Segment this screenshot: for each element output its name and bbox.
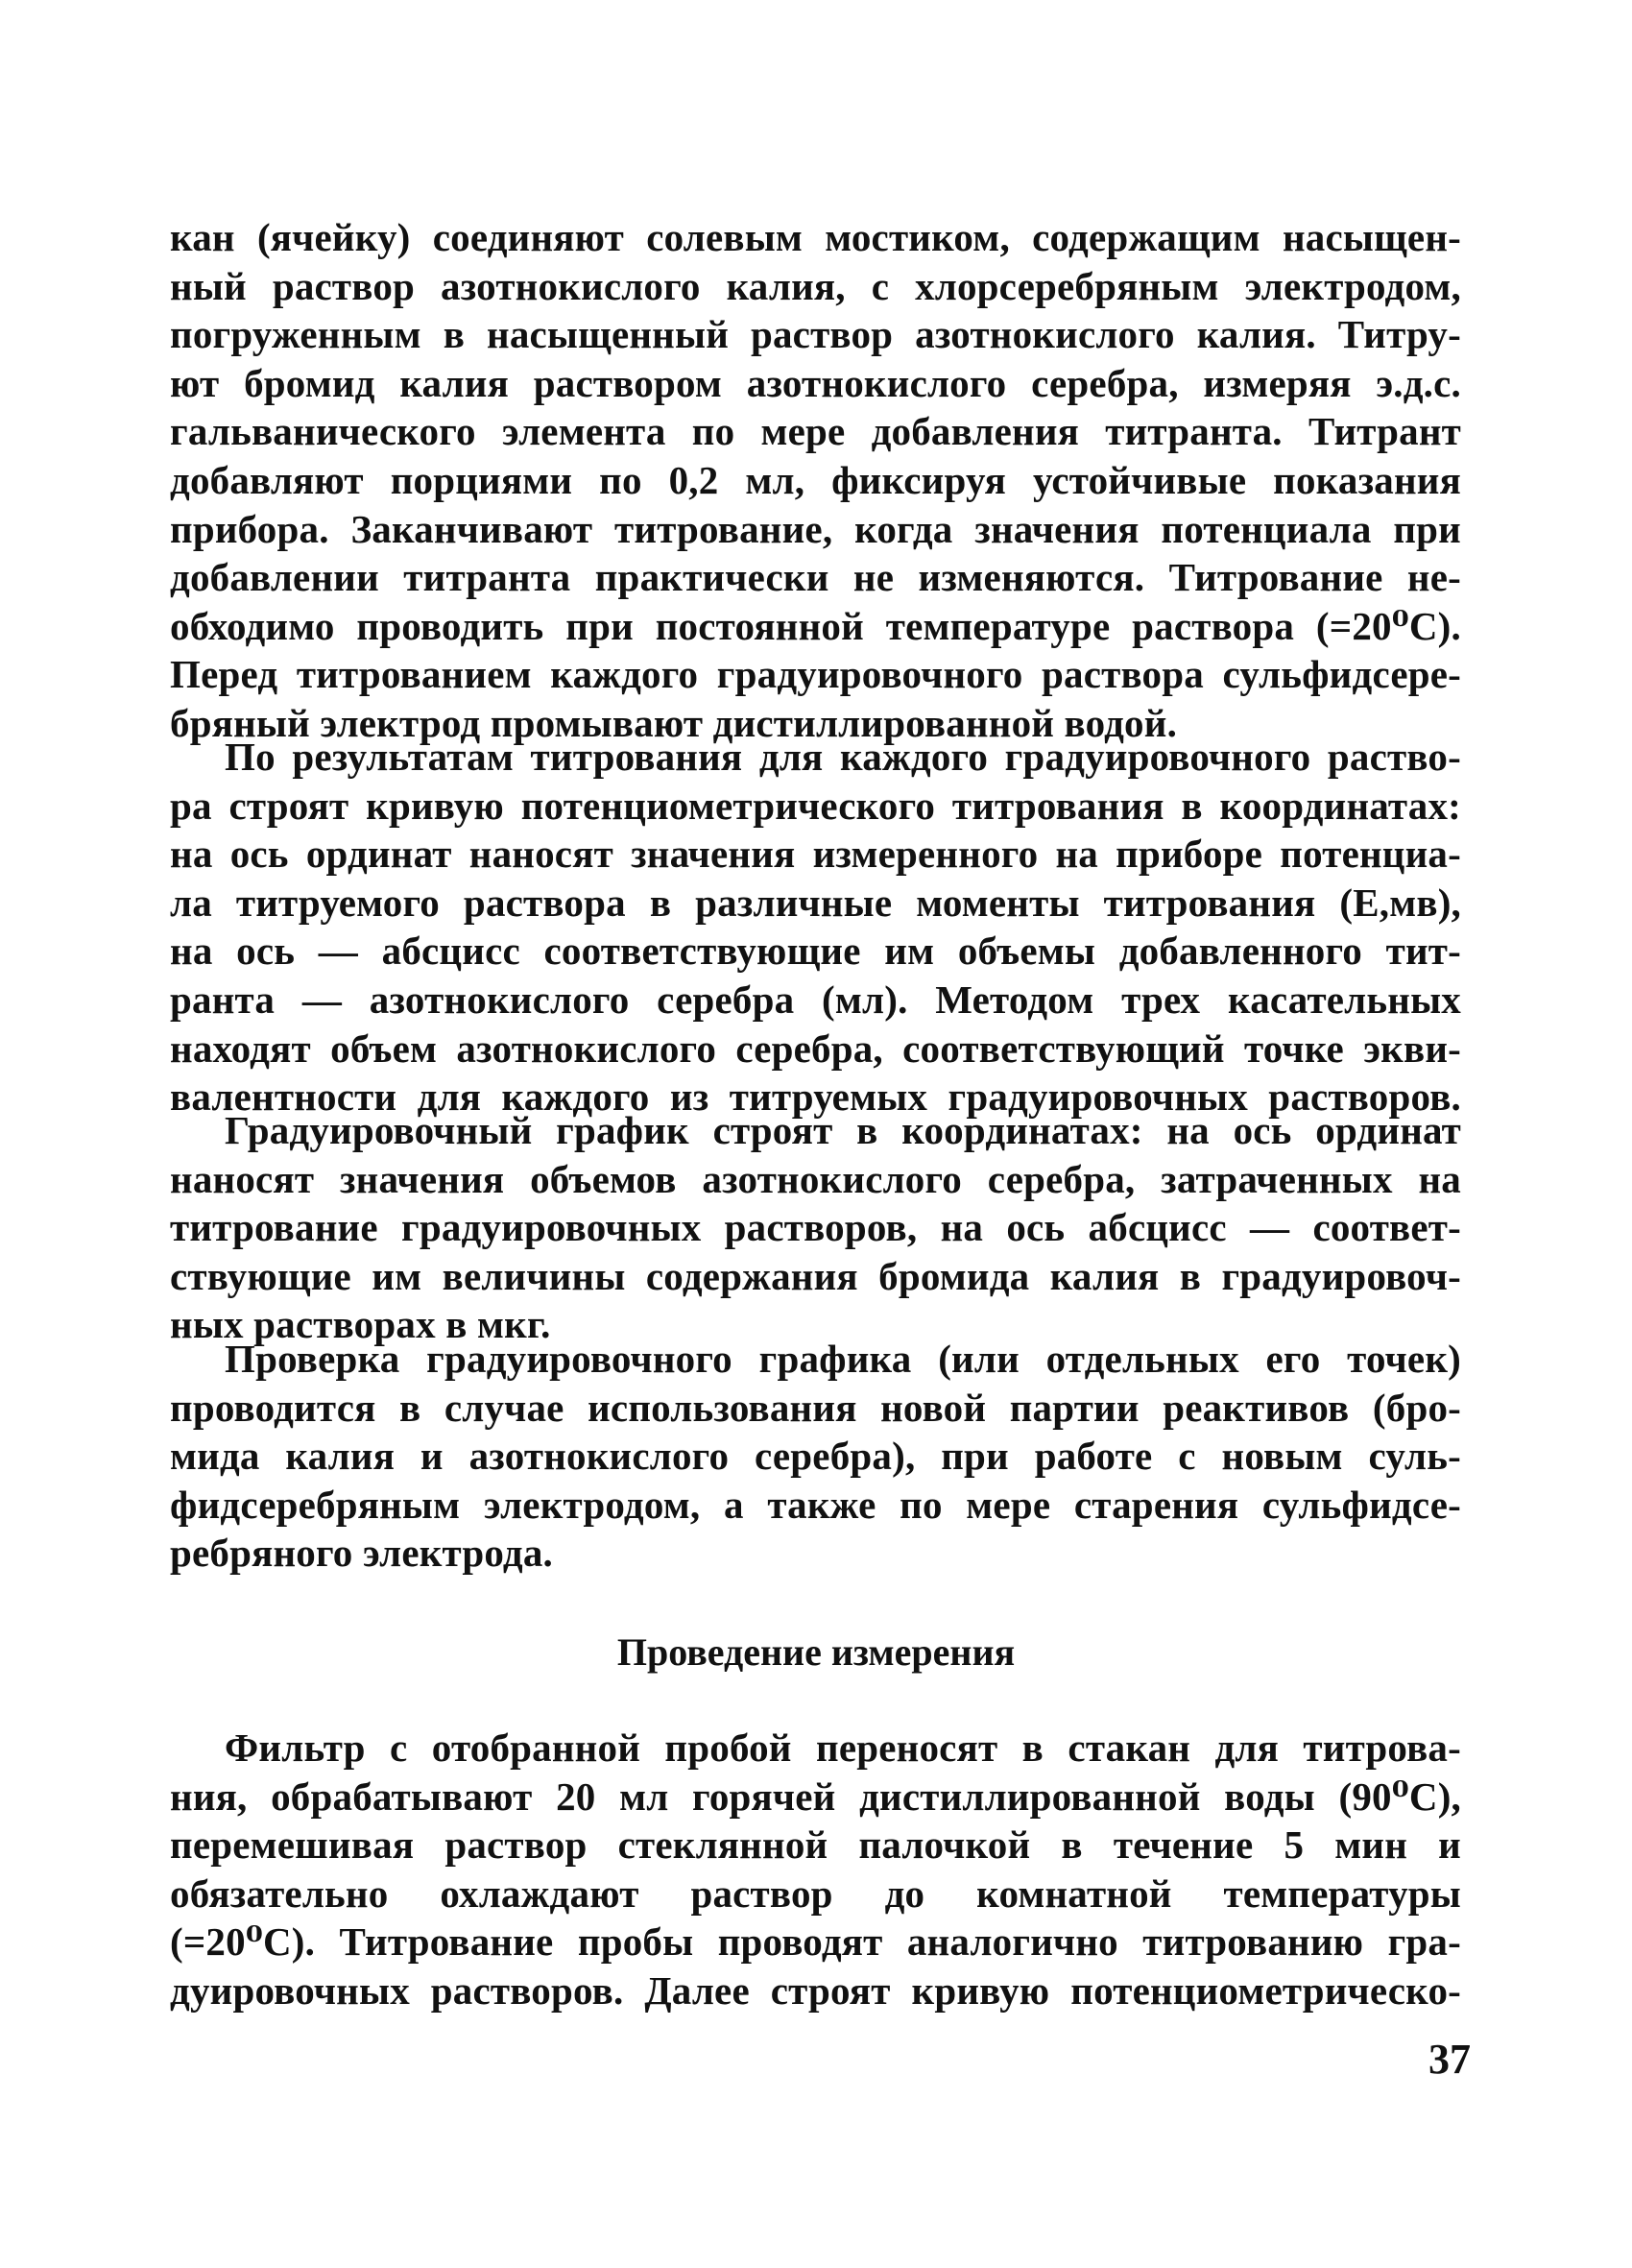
paragraph-measurement [170,1724,1461,2015]
text-line: Проверка градуировочного графика (или отдельных его точек) [225,1337,1461,1381]
text-line: ют бромид калия раствором азотнокислого серебра, измеряя э.д.с. [170,360,1461,405]
text-line: Перед титрованием каждого градуировочного раствора сульфидсере- [170,652,1461,697]
text-line: кан (ячейку) соединяют солевым мостиком, содержащим насыщен- [170,215,1461,259]
text-line: добавлении титранта практически не изменяются. Титрование не- [170,555,1461,600]
text-line: ла титруемого раствора в различные моменты титрования (Е,мв), [170,880,1461,925]
text-line: ствующие им величины содержания бромида калия в градуировоч- [170,1253,1461,1298]
text-line: добавляют порциями по 0,2 мл, фиксируя устойчивые показания [170,457,1461,502]
text-line: ных растворах в мкг. [170,1302,551,1347]
text-line: По результатам титрования для каждого градуировочного раство- [225,735,1461,779]
text-line: валентности для каждого из титруемых градуировочных растворов. [170,1074,1461,1120]
text-line: ранта — азотнокислого серебра (мл). Методом трех касательных [170,977,1461,1022]
text-line: титрование градуировочных растворов, на ось абсцисс — соответ- [170,1205,1461,1250]
text-line: гальванического элемента по мере добавления титранта. Титрант [170,409,1461,454]
text-line: мида калия и азотнокислого серебра), при работе с новым суль- [170,1434,1461,1479]
text-line: ный раствор азотнокислого калия, с хлорсеребряным электродом, [170,263,1461,308]
paragraph-continued [170,213,1461,748]
paragraph-calibration-graph [170,1106,1461,1349]
text-line: на ось ординат наносят значения измеренного на приборе потенциа- [170,832,1461,877]
text-line: Градуировочный график строят в координатах: на ось ординат [225,1108,1461,1152]
section-heading: Проведение измерения [616,1630,1016,1674]
text-line: ребряного электрода. [170,1531,554,1576]
text-line: проводится в случае использования новой партии реактивов (бро- [170,1385,1461,1430]
text-line: прибора. Заканчивают титрование, когда значения потенциала при [170,506,1461,551]
text-line: обязательно охлаждают раствор до комнатной температуры [170,1870,1461,1916]
text-line: наносят значения объемов азотнокислого серебра, затраченных на [170,1156,1461,1201]
text-line: перемешивая раствор стеклянной палочкой в течение 5 мин и [170,1822,1461,1868]
text-line: погруженным в насыщенный раствор азотнокислого калия. Титру- [170,312,1461,357]
text-line: ния, обрабатывают 20 мл горячей дистиллированной воды (90⁰С), [170,1773,1461,1819]
text-line: находят объем азотнокислого серебра, соответствующий точке экви- [170,1025,1461,1071]
paragraph-titration-curve [170,733,1461,1122]
text-line: обходимо проводить при постоянной температуре раствора (=20⁰С). [170,603,1461,648]
text-line: (=20⁰С). Титрование пробы проводят аналогично титрованию гра- [170,1919,1461,1965]
paragraph-graph-check [170,1335,1461,1578]
text-line: Фильтр с отобранной пробой переносят в стакан для титрова- [225,1725,1461,1770]
text-line: ра строят кривую потенциометрического титрования в координатах: [170,783,1461,828]
text-line: фидсеребряным электродом, а также по мере старения сульфидсе- [170,1482,1461,1527]
text-line: бряный электрод промывают дистиллированной водой. [170,700,1178,745]
text-line: на ось — абсцисс соответствующие им объемы добавленного тит- [170,929,1461,974]
page-number: 37 [1428,2036,1471,2083]
text-line: дуировочных растворов. Далее строят кривую потенциометрическо- [170,1967,1461,2013]
